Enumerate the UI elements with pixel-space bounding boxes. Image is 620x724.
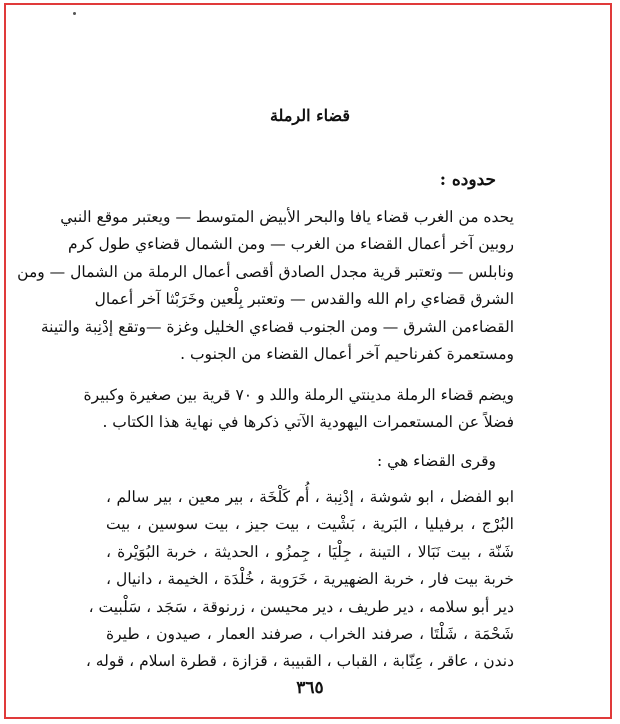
text-line: شَحْمَة ، شَلْتَا ، صرفند الخراب ، صرفند العمار ، صيدون ، طيرة [106,625,514,644]
text-line: ونابلس — وتعتبر قرية مجدل الصادق أقصى أعمال الرملة من الشمال — ومن [17,262,514,281]
text-line: ومستعمرة كفرناحيم آخر أعمال القضاء من الجنوب . [180,345,514,364]
text-line: خربة بيت فار ، خربة الضهيرية ، خَرَوبة ، خُلْدَة ، الخيمة ، دانيال ، [106,570,514,589]
villages-list [85,484,514,676]
text-line: دير أبو سلامه ، دير طريف ، دير محيسن ، زرنوقة ، سَجَد ، سَلْبيت ، [88,597,514,616]
text-line: يحده من الغرب قضاء يافا والبحر الأبيض المتوسط — ويعتبر موقع النبي [60,208,514,226]
text-line: فضلاً عن المستعمرات اليهودية الآتي ذكرها في نهاية هذا الكتاب . [102,413,514,432]
page-title: قضاء الرملة [269,106,351,125]
text-line: ويضم قضاء الرملة مدينتي الرملة واللد و ٧٠ قرية بين صغيرة وكبيرة [83,386,514,404]
villages-intro: وقرى القضاء هي : [377,452,496,470]
section-heading: حدوده : [439,170,496,190]
text-line: ابو الفضل ، ابو شوشة ، إدْنِبة ، أُم كَلْخَة ، بير معين ، بير سالم ، [106,488,514,506]
scan-speck [73,12,76,15]
text-line: البُرْج ، برفيليا ، البَرية ، بَشْيت ، بيت جيز ، بيت سوسين ، بيت [106,515,514,534]
composition-paragraph [83,382,514,437]
text-line: شَنّة ، بيت نَبَالا ، التينة ، جِلْيَا ، جِمزُو ، الحديثة ، خربة البُوَيْرة ، [106,542,514,561]
text-line: روبين آخر أعمال القضاء من الغرب — ومن الشمال قضاءي طول كرم [68,235,514,254]
text-line: دندن ، عاقر ، عِنّابة ، القباب ، القبيبة ، قزازة ، قطرة اسلام ، قوله ، [85,652,514,671]
text-line: القضاءمن الشرق — ومن الجنوب قضاءي الخليل وغزة —وتقع إدْنِبة والتينة [40,317,514,336]
text-line: الشرق قضاءي رام الله والقدس — وتعتبر بِلْعين وخَرَبْثا آخر أعمال [94,290,514,309]
page-number: ٣٦٥ [296,678,324,698]
boundaries-paragraph [17,204,514,368]
